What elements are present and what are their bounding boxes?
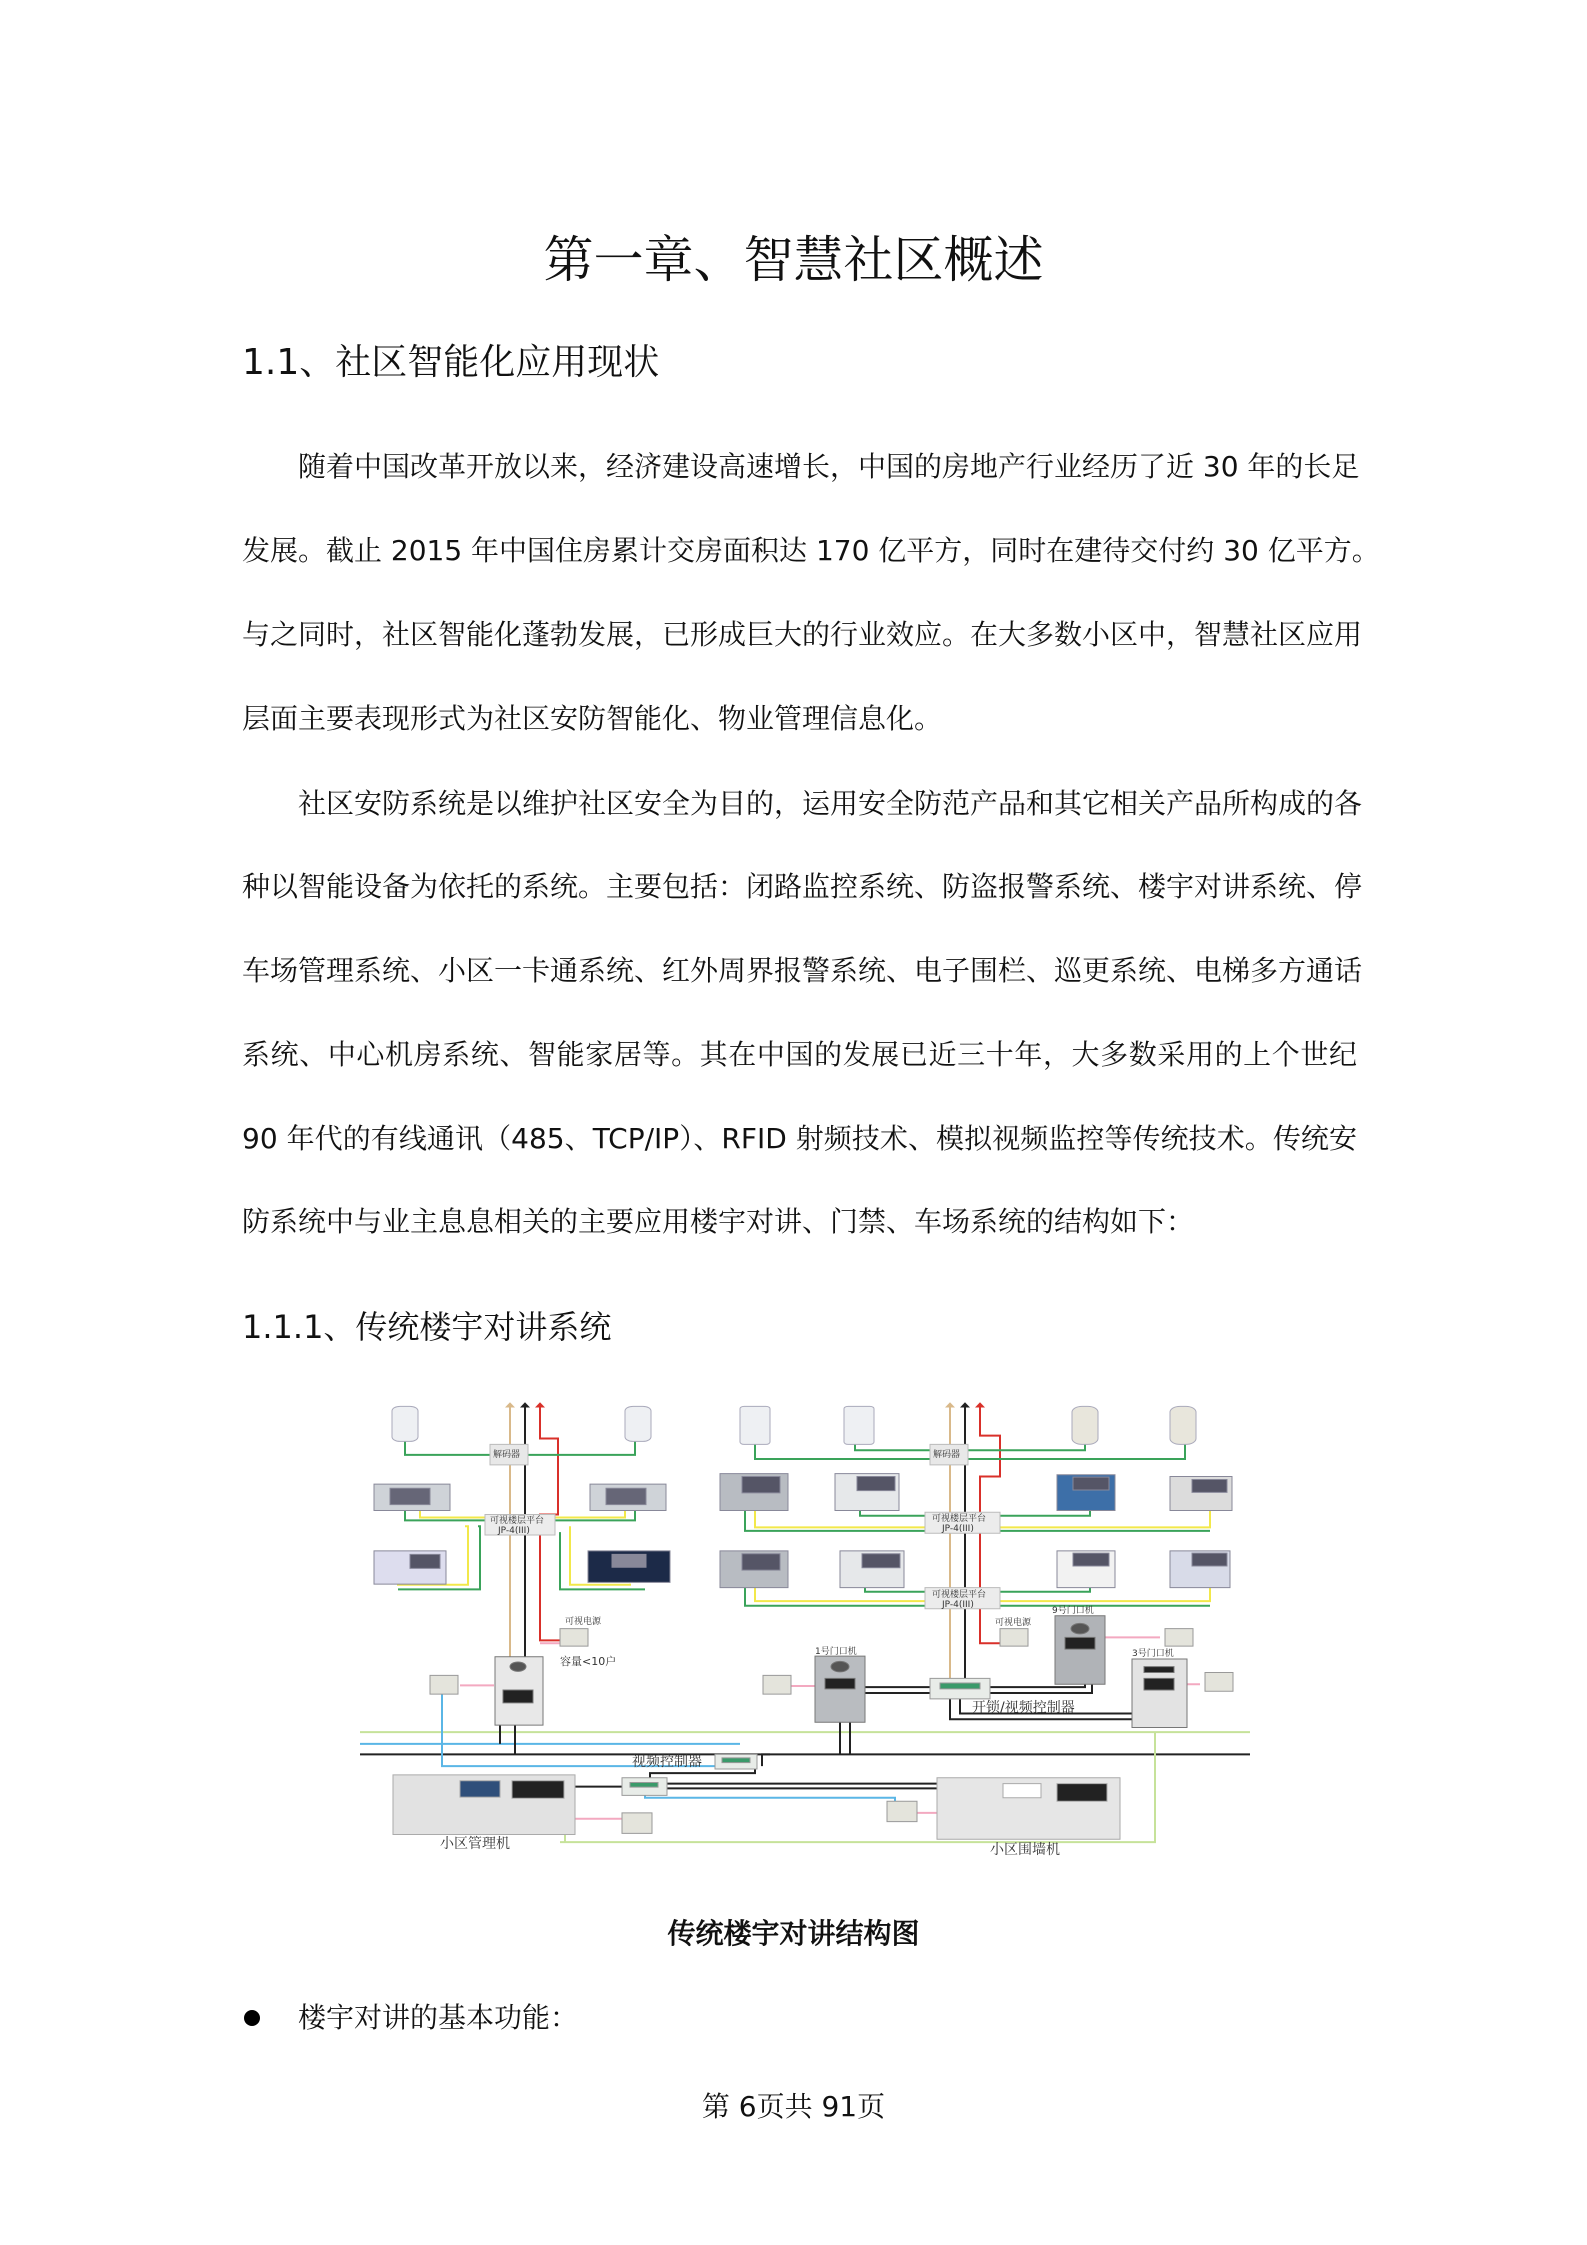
paragraph-line: 种以智能设备为依托的系统。主要包括：闭路监控系统、防盗报警系统、楼宇对讲系统、停 [242, 870, 1363, 903]
video-power-label: 可视电源 [565, 1617, 602, 1627]
platform-label: 可视楼层平台 [490, 1516, 545, 1526]
paragraph-line: 90 年代的有线通讯（485、TCP/IP）、RFID 射频技术、模拟视频监控等传统技术。传统安 [242, 1122, 1357, 1155]
section-heading: 1.1、社区智能化应用现状 [242, 342, 660, 383]
door-unit-9-label: 9号门口机 [1052, 1606, 1094, 1616]
door-units [495, 1616, 1187, 1728]
figure-caption: 传统楼宇对讲结构图 [667, 1917, 920, 1950]
paragraph-line: 车场管理系统、小区一卡通系统、红外周界报警系统、电子围栏、巡更系统、电梯多方通话 [242, 954, 1363, 987]
platform-label: 可视楼层平台 [932, 1590, 987, 1600]
door-unit-3-label: 3号门口机 [1132, 1649, 1174, 1659]
paragraph-line: 系统、中心机房系统、智能家居等。其在中国的发展已近三十年，大多数采用的上个世纪 [242, 1038, 1357, 1071]
video-controller-label: 视频控制器 [632, 1754, 702, 1770]
paragraph-line: 社区安防系统是以维护社区安全为目的，运用安全防范产品和其它相关产品所构成的各 [298, 787, 1363, 820]
intercom-structure-diagram [360, 1380, 1260, 1860]
subsection-heading: 1.1.1、传统楼宇对讲系统 [242, 1308, 612, 1346]
wall-unit-label: 小区围墙机 [990, 1842, 1060, 1858]
bullet-item: 楼宇对讲的基本功能： [298, 2001, 579, 2034]
paragraph-line: 层面主要表现形式为社区安防智能化、物业管理信息化。 [242, 702, 943, 735]
paragraph-line: 防系统中与业主息息相关的主要应用楼宇对讲、门禁、车场系统的结构如下： [242, 1205, 1195, 1238]
video-power-label: 可视电源 [995, 1618, 1032, 1628]
controllers [622, 1678, 990, 1795]
paragraph-line: 与之同时，社区智能化蓬勃发展，已形成巨大的行业效应。在大多数小区中，智慧社区应用 [242, 618, 1363, 651]
platform-label: 可视楼层平台 [932, 1514, 987, 1524]
bullet-icon [244, 2010, 260, 2026]
decoder-label: 解码器 [493, 1450, 521, 1460]
platform-model: JP-4(III) [942, 1524, 974, 1534]
platform-model: JP-4(III) [942, 1600, 974, 1610]
unlock-controller-label: 开锁/视频控制器 [972, 1700, 1075, 1716]
paragraph-line: 发展。截止 2015 年中国住房累计交房面积达 170 亿平方，同时在建待交付约 30 亿平方。 [242, 534, 1380, 567]
paragraph-line: 随着中国改革开放以来，经济建设高速增长，中国的房地产行业经历了近 30 年的长足 [298, 450, 1360, 483]
door-unit-1-label: 1号门口机 [815, 1647, 857, 1657]
capacity-label: 容量<10户 [560, 1655, 617, 1668]
page-footer: 第 6页共 91页 [701, 2090, 886, 2123]
decoder-label: 解码器 [933, 1450, 961, 1460]
manager-unit-label: 小区管理机 [440, 1836, 510, 1852]
platform-model: JP-4(III) [498, 1526, 530, 1536]
indoor-handsets [392, 1406, 1196, 1444]
chapter-title: 第一章、智慧社区概述 [543, 231, 1044, 289]
